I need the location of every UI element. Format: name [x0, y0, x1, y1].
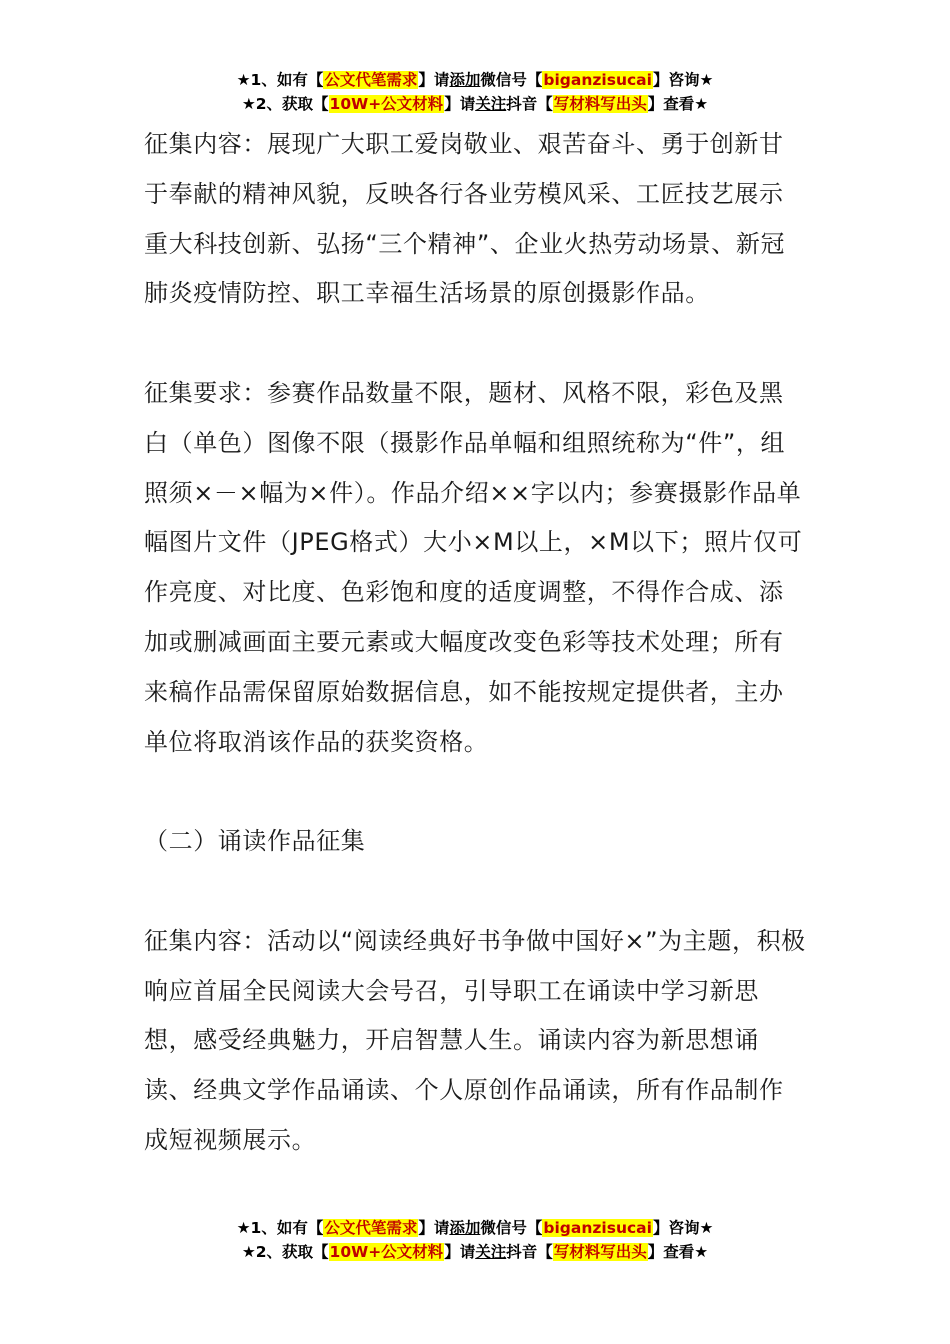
paragraph-photo-requirements: 征集要求：参赛作品数量不限，题材、风格不限，彩色及黑白（单色）图像不限（摄影作品单幅和组照统称为“件”，组照须×－×幅为×件）。作品介绍××字以内；参赛摄影作品单幅图片文件（JPEG格式）大小×M以上，×M以下；照片仅可作亮度、对比度、色彩饱和度的适度调整，不得作合成、添加或删减画面主要元素或大幅度改变色彩等技术处理；所有来稿作品需保留原始数据信息，如不能按规定提供者，主办单位将取消该作品的获奖资格。 — [144, 378, 803, 756]
banner-line-2: ★2、获取【10W+公文材料】请关注抖音【写材料写出头】查看★ — [241, 1243, 709, 1261]
header-banner — [0, 68, 950, 116]
paragraph-photo-content: 征集内容：展现广大职工爱岗敬业、艰苦奋斗、勇于创新甘于奉献的精神风貌，反映各行各业劳模风采、工匠技艺展示重大科技创新、弘扬“三个精神”、企业火热劳动场景、新冠肺炎疫情防控、职工幸福生活场景的原创摄影作品。 — [144, 130, 786, 308]
highlight-materials: 10W+公文材料 — [329, 1243, 444, 1261]
highlight-douyin: 写材料写出头 — [553, 1243, 647, 1261]
highlight-wechat-id: biganzisucai — [543, 1219, 652, 1237]
highlight-materials: 10W+公文材料 — [329, 95, 444, 113]
highlight-douyin: 写材料写出头 — [553, 95, 647, 113]
banner-line-2: ★2、获取【10W+公文材料】请关注抖音【写材料写出头】查看★ — [241, 95, 709, 113]
highlight-wechat-id: biganzisucai — [543, 71, 652, 89]
banner-line-1: ★1、如有【公文代笔需求】请添加微信号【biganzisucai】咨询★ — [236, 1219, 714, 1237]
banner-line-1: ★1、如有【公文代笔需求】请添加微信号【biganzisucai】咨询★ — [236, 71, 714, 89]
section-heading: （二）诵读作品征集 — [144, 827, 366, 856]
document-body — [144, 120, 808, 1166]
paragraph-recitation-content: 征集内容：活动以“阅读经典好书争做中国好×”为主题，积极响应首届全民阅读大会号召，引导职工在诵读中学习新思想，感受经典魅力，开启智慧人生。诵读内容为新思想诵读、经典文学作品诵读、个人原创作品诵读，所有作品制作成短视频展示。 — [144, 926, 806, 1154]
footer-banner — [0, 1216, 950, 1264]
highlight-service: 公文代笔需求 — [324, 71, 418, 89]
highlight-service: 公文代笔需求 — [324, 1219, 418, 1237]
